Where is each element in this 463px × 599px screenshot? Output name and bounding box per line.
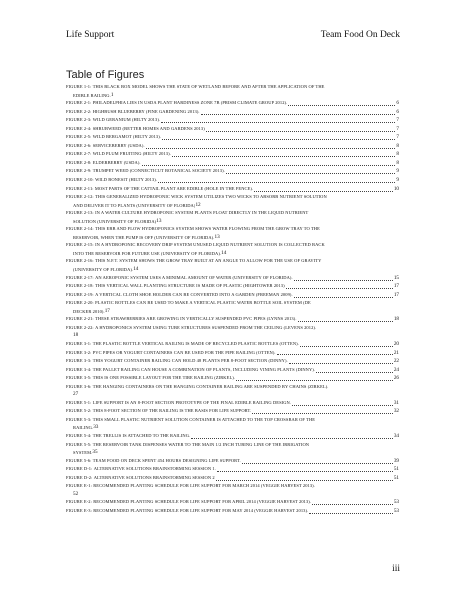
figure-label: FIGURE 2-14: <box>66 226 94 232</box>
figure-page-number: 7 <box>396 117 399 124</box>
dot-leader <box>201 114 396 115</box>
figure-entry[interactable] <box>66 349 399 358</box>
figure-entry[interactable] <box>66 432 399 441</box>
figure-caption-continuation: SOLUTION (UNIVERSITY OF FLORIDA) <box>73 218 157 224</box>
figure-page-number: 13 <box>156 217 162 224</box>
figure-entry-line <box>66 83 399 92</box>
figure-caption: ELDERBERRY (USDA). <box>92 159 141 165</box>
figure-page-number: 10 <box>393 185 399 192</box>
figure-caption: IN A WATER CULTURE HYDROPONIC SYSTEM PLANTS FLOAT DIRECTLY IN THE LIQUID NUTRIENT <box>95 210 309 216</box>
figure-page-number: 7 <box>396 125 399 132</box>
figure-page-number: 6 <box>396 100 399 107</box>
figure-caption: THESE STRAWBERRIES ARE GROWING IN VERTICALLY SUSPENDED PVC PIPES (LYNNS 2013). <box>95 316 297 322</box>
figure-entry[interactable] <box>66 159 399 168</box>
figure-caption: THE HANGING CONTAINERS ON THE HANGING CONTAINER RAILING ARE SUSPENDED BY CHAINS (ZIRKEL). <box>92 383 329 389</box>
dot-leader <box>298 321 393 322</box>
dot-leader <box>236 380 393 381</box>
figure-entry-text <box>66 125 205 134</box>
figure-entry[interactable] <box>66 407 399 416</box>
figure-caption-continuation: DECKER 2010). <box>73 308 105 314</box>
figure-entry-text <box>66 159 141 168</box>
figure-label: FIGURE 2-11: <box>66 185 94 191</box>
figure-entry[interactable] <box>66 457 399 466</box>
figure-entry-line <box>66 225 399 234</box>
figure-caption-continuation: SYSTEM. <box>73 450 93 456</box>
figure-caption-continuation: RAILING. <box>73 425 94 431</box>
figure-entry-continuation <box>66 308 399 316</box>
figure-label: FIGURE 2-1: <box>66 100 92 106</box>
figure-entry[interactable] <box>66 116 399 125</box>
figure-entry[interactable] <box>66 482 399 498</box>
figure-label: FIGURE D-2: <box>66 474 93 480</box>
figure-caption: AN AEROPONIC SYSTEM USES A MINIMAL AMOUNT OF WATER (UNIVERSITY OF FLORIDA). <box>95 274 293 280</box>
figure-caption: RECOMMENDED PLANTING SCHEDULE FOR LIFE SUPPORT FOR MAY 2014 (VEGGIE HARVEST 2013). <box>93 507 309 513</box>
figure-caption: HIGHBUSH BLUEBERRY (FINE GARDENING 2013). <box>92 108 200 114</box>
figure-page-number: 53 <box>393 507 399 514</box>
figure-page-number: 22 <box>393 358 399 365</box>
figure-caption: PVC PIPES OR YOGURT CONTAINERS CAN BE USED FOR THE PIPE RAILING (OTTEN). <box>92 349 276 355</box>
figure-caption: TRUMPET WEED (CONNECTICUT BOTANICAL SOCIETY 2013). <box>92 168 225 174</box>
figure-caption: THIS BLACK BOX MODEL SHOWS THE STATE OF WETLAND BEFORE AND AFTER THE APPLICATION OF THE <box>92 84 325 89</box>
figure-label: FIGURE 2-18: <box>66 283 94 289</box>
figure-caption: THE PALLET RAILING CAN HOUSE A COMBINATION OF PLANTS, INCLUDING VINING PLANTS (DINNY). <box>92 366 316 372</box>
figure-page-number: 18 <box>73 332 79 339</box>
figure-entry[interactable] <box>66 383 399 399</box>
figure-entry-line <box>66 482 399 491</box>
figure-entry[interactable] <box>66 498 399 507</box>
figure-entry[interactable] <box>66 108 399 117</box>
figure-entry[interactable] <box>66 176 399 185</box>
figure-label: FIGURE 2-21: <box>66 316 94 322</box>
figure-label: FIGURE 1-1: <box>66 84 92 89</box>
figure-page-number: 26 <box>393 375 399 382</box>
figure-caption: A HYDROPONICS SYSTEM USING TUBE STRUCTURES SUSPENDED FROM THE CEILING (LEVENS 2012). <box>95 324 317 330</box>
figure-entry-continuation <box>66 234 399 242</box>
figure-entry-line <box>66 193 399 202</box>
figure-label: FIGURE 2-17: <box>66 274 94 280</box>
figure-entry-text <box>66 374 235 383</box>
figure-page-number: 39 <box>393 457 399 464</box>
figure-entry-line <box>66 383 399 392</box>
figure-caption: IN A HYDROPONIC RECOVERY DRIP SYSTEM UNUSED LIQUID NUTRIENT SOLUTION IS COLLECTED BACK <box>95 242 325 248</box>
figure-label: FIGURE E-1: <box>66 483 92 489</box>
figure-label: FIGURE 5-2: <box>66 408 92 414</box>
dot-leader <box>316 372 393 373</box>
figure-entry[interactable] <box>66 357 399 366</box>
figure-entry[interactable] <box>66 416 399 432</box>
figure-label: FIGURE 3-4: <box>66 366 92 372</box>
figure-entry[interactable] <box>66 241 399 257</box>
figure-page-number: 7 <box>396 134 399 141</box>
figure-entry[interactable] <box>66 340 399 349</box>
figure-page-number: 14 <box>133 266 139 273</box>
figure-page-number: 35 <box>92 449 98 456</box>
figure-entry-line <box>66 324 399 333</box>
figure-caption: THIS YOGURT CONTAINER RAILING CAN HOLD 48 PLANTS PER 8-FOOT SECTION (DINNY). <box>92 358 288 364</box>
dot-leader <box>312 504 393 505</box>
figure-entry[interactable] <box>66 142 399 151</box>
figure-entry-text <box>66 133 161 142</box>
figure-label: FIGURE 2-9: <box>66 168 92 174</box>
figure-page-number: 13 <box>214 233 220 240</box>
figure-entry-line <box>66 257 399 266</box>
figure-page-number: 27 <box>73 391 79 398</box>
dot-leader <box>288 105 395 106</box>
figure-label: FIGURE 5-3: <box>66 416 92 422</box>
figure-caption: THIS GENERALIZED HYDROPONIC WICK SYSTEM UTILIZES TWO WICKS TO ABSORB NUTRIENT SOLUTION <box>95 194 327 200</box>
figure-label: FIGURE 5-4: <box>66 432 92 438</box>
figure-entry-text <box>66 274 293 283</box>
dot-leader <box>172 156 396 157</box>
figure-page-number: 9 <box>396 168 399 175</box>
figure-caption: ALTERNATIVE SOLUTIONS BRAINSTORMING SESSION 1. <box>93 466 216 472</box>
figure-label: FIGURE 2-4: <box>66 125 92 131</box>
figure-label: FIGURE 2-13: <box>66 210 94 216</box>
dot-leader <box>146 148 396 149</box>
figure-label: FIGURE 2-12: <box>66 194 94 200</box>
figure-entry-line <box>66 209 399 218</box>
figure-page-number: 52 <box>73 490 79 497</box>
figure-entry[interactable] <box>66 324 399 340</box>
figure-entry-text <box>66 176 157 185</box>
figure-entry-text <box>66 457 241 466</box>
figure-page-number: 31 <box>393 399 399 406</box>
figure-caption: THE RESERVOIR TANK DISPENSES WATER TO THE MAIN 1/2 INCH TUBING LINE OF THE IRRIGATION <box>92 441 310 447</box>
figure-label: FIGURE 5-6: <box>66 457 92 463</box>
dot-leader <box>191 438 393 439</box>
figure-entry[interactable] <box>66 167 399 176</box>
figure-entry-continuation <box>66 92 399 100</box>
figure-caption: PLASTIC BOTTLES CAN BE USED TO MAKE A VERTICAL PLASTIC WATER BOTTLE SOIL SYSTEM (DE <box>95 300 311 306</box>
figure-caption: THIS N.F.T. SYSTEM SHOWS THE GROW TRAY BUILT AT AN ANGLE TO ALLOW FOR THE USE OF GRAVITY <box>95 258 322 264</box>
figure-entry-text <box>66 99 287 108</box>
figure-label: FIGURE E-3: <box>66 507 92 513</box>
figure-caption-continuation: EDIBLE RAILING. <box>73 92 111 98</box>
figure-caption: SHRUBWEED (BETTER HOMES AND GARDENS 2013) <box>92 125 205 131</box>
figure-entry[interactable] <box>66 399 399 408</box>
dot-leader <box>161 122 395 123</box>
dot-leader <box>206 131 396 132</box>
figure-entry-text <box>66 498 311 507</box>
figure-label: FIGURE 2-8: <box>66 159 92 165</box>
figure-entry[interactable] <box>66 291 399 300</box>
figure-caption: SERVICEBERRY (USDA). <box>92 142 145 148</box>
figure-entry[interactable] <box>66 374 399 383</box>
figure-page-number: 17 <box>393 283 399 290</box>
figure-entry-text <box>66 142 145 151</box>
figure-entry-text <box>66 150 171 159</box>
figure-page-number: 8 <box>396 142 399 149</box>
figure-entry[interactable] <box>66 366 399 375</box>
figure-entry[interactable] <box>66 274 399 283</box>
figure-entry-text <box>66 108 200 117</box>
figure-page-number: 24 <box>393 366 399 373</box>
figure-entry-line <box>66 441 399 450</box>
dot-leader <box>277 354 393 355</box>
figure-label: FIGURE 2-7: <box>66 151 92 157</box>
figure-entry[interactable] <box>66 99 399 108</box>
figure-entry[interactable] <box>66 133 399 142</box>
figure-entry-continuation <box>66 266 399 274</box>
figure-caption-continuation: INTO THE RESERVOIR FOR FUTURE USE (UNIVERSITY OF FLORIDA). <box>73 250 222 256</box>
figure-entry-continuation <box>66 218 399 226</box>
figure-entry[interactable] <box>66 465 399 474</box>
figure-caption-continuation: (UNIVERSITY OF FLORIDA). <box>73 267 134 273</box>
figure-page-number: 20 <box>393 340 399 347</box>
figure-entry[interactable] <box>66 507 399 516</box>
figure-page-number: 1 <box>110 91 114 98</box>
figure-label: FIGURE 3-3: <box>66 358 92 364</box>
table-of-figures-list <box>66 83 399 515</box>
figure-page-number: 51 <box>393 466 399 473</box>
figure-page-number: 14 <box>221 249 227 256</box>
figure-caption: A VERTICAL CLOTH SHOE HOLDER CAN BE CONVERTED INTO A GARDEN (FREEMAN 2009). <box>95 291 293 297</box>
figure-entry-text <box>66 399 291 408</box>
figure-entry[interactable] <box>66 299 399 315</box>
figure-label: FIGURE 2-2: <box>66 108 92 114</box>
figure-entry-line <box>66 241 399 250</box>
figure-label: FIGURE 2-3: <box>66 117 92 123</box>
figure-caption: WILD PLUM FRUITING (HILTY 2013). <box>92 151 171 157</box>
running-header-left: Life Support <box>66 30 115 40</box>
figure-caption: ALTERNATIVE SOLUTIONS BRAINSTORMING SESSION 2 <box>93 474 215 480</box>
figure-caption-continuation: AND DELIVER IT TO PLANTS (UNIVERSITY OF FLORIDA) <box>73 202 196 208</box>
figure-page-number: 17 <box>393 291 399 298</box>
dot-leader <box>254 191 393 192</box>
figure-entry[interactable] <box>66 193 399 209</box>
figure-caption: WILD BONESIT (HILTY 2013). <box>95 177 158 183</box>
figure-page-number: 12 <box>195 201 201 208</box>
figure-page-number: 34 <box>393 432 399 439</box>
figure-entry-continuation <box>66 332 399 340</box>
figure-page-number: 53 <box>393 499 399 506</box>
figure-label: FIGURE 2-19: <box>66 291 94 297</box>
figure-entry-text <box>66 167 225 176</box>
figure-caption: THIS EBB AND FLOW HYDROPONICS SYSTEM SHOWS WATER FLOWING FROM THE GROW TRAY TO THE <box>95 226 320 232</box>
figure-entry-continuation <box>66 424 399 432</box>
figure-entry[interactable] <box>66 474 399 483</box>
dot-leader <box>292 405 393 406</box>
figure-page-number: 33 <box>93 424 99 431</box>
dot-leader <box>300 346 393 347</box>
dot-leader <box>252 413 393 414</box>
figure-label: FIGURE 2-15: <box>66 242 94 248</box>
figure-entry-text <box>66 407 251 416</box>
dot-leader <box>286 288 393 289</box>
figure-caption-continuation: RESERVOIR, WHEN THE PUMP IS OFF (UNIVERSITY OF FLORIDA). <box>73 234 215 240</box>
figure-label: FIGURE 2-20: <box>66 300 94 306</box>
dot-leader <box>294 297 393 298</box>
figure-entry-text <box>66 474 215 483</box>
figure-entry-text <box>66 465 216 474</box>
dot-leader <box>142 165 396 166</box>
figure-entry[interactable] <box>66 441 399 457</box>
figure-entry-text <box>66 349 276 358</box>
figure-caption: THE PLASTIC BOTTLE VERTICAL RAILING IS MADE OF RECYCLED PLASTIC BOTTLES (OTTEN). <box>92 340 299 346</box>
figure-caption: THIS SMALL PLASTIC NUTRIENT SOLUTION CONTAINER IS ATTACHED TO THE TOP CROSSBAR OF THE <box>92 416 316 422</box>
figure-caption: WILD BERGAMOT (HILTY 2013). <box>92 134 162 140</box>
figure-page-number: 8 <box>396 151 399 158</box>
figure-label: FIGURE 2-6: <box>66 142 92 148</box>
figure-label: FIGURE 3-2: <box>66 349 92 355</box>
figure-page-number: 17 <box>104 307 110 314</box>
figure-entry-text <box>66 366 315 375</box>
figure-entry-text <box>66 315 297 324</box>
figure-caption: PHILADELPHIA LIES IN USDA PLANT HARDINESS ZONE 7B (PRISM CLIMATE GROUP 2012). <box>92 100 288 106</box>
figure-page-number: 18 <box>393 316 399 323</box>
figure-page-number: 21 <box>393 349 399 356</box>
figure-entry[interactable] <box>66 125 399 134</box>
dot-leader <box>289 363 393 364</box>
figure-entry[interactable] <box>66 150 399 159</box>
figure-entry-line <box>66 299 399 308</box>
dot-leader <box>162 139 395 140</box>
figure-page-number: 32 <box>393 408 399 415</box>
figure-entry-text <box>66 432 190 441</box>
figure-caption: THE TRELLIS IS ATTACHED TO THE RAILING. <box>92 432 191 438</box>
figure-entry-text <box>66 116 160 125</box>
figure-entry-line <box>66 416 399 425</box>
page-number: iii <box>392 564 400 574</box>
figure-page-number: 6 <box>396 108 399 115</box>
figure-page-number: 51 <box>393 474 399 481</box>
table-of-figures-heading: Table of Figures <box>66 69 145 81</box>
figure-entry[interactable] <box>66 209 399 225</box>
figure-entry[interactable] <box>66 185 399 194</box>
figure-entry-continuation <box>66 491 399 499</box>
figure-caption: TEAM FOOD ON DECK SPENT 454 HOURS DESIGNING LIFE SUPPORT. <box>92 457 241 463</box>
figure-entry-continuation <box>66 250 399 258</box>
figure-entry[interactable] <box>66 315 399 324</box>
figure-label: FIGURE D-1: <box>66 466 93 472</box>
figure-entry-text <box>66 291 293 300</box>
dot-leader <box>216 480 393 481</box>
figure-label: FIGURE 5-5: <box>66 441 92 447</box>
figure-caption: LIFE SUPPORT IS AN 8-FOOT SECTION PROTOTYPE OF THE FINAL EDIBLE RAILING DESIGN. <box>92 399 292 405</box>
figure-label: FIGURE 2-16: <box>66 258 94 264</box>
figure-page-number: 8 <box>396 159 399 166</box>
figure-label: FIGURE 2-10: <box>66 177 94 183</box>
figure-entry-text <box>66 340 299 349</box>
dot-leader <box>158 182 395 183</box>
figure-label: FIGURE 2-5: <box>66 134 92 140</box>
figure-entry[interactable] <box>66 83 399 99</box>
figure-label: FIGURE 3-5: <box>66 375 92 381</box>
figure-label: FIGURE 3-6: <box>66 383 92 389</box>
figure-label: FIGURE E-2: <box>66 499 92 505</box>
figure-entry-continuation <box>66 391 399 399</box>
figure-page-number: 15 <box>393 274 399 281</box>
running-header-right: Team Food On Deck <box>320 30 400 40</box>
figure-entry-text <box>66 507 308 516</box>
figure-caption: RECOMMENDED PLANTING SCHEDULE FOR LIFE SUPPORT FOR APRIL 2014 (VEGGIE HARVEST 2013). <box>93 499 312 505</box>
figure-caption: THIS VERTICAL WALL PLANTING STRUCTURE IS MADE OF PLASTIC (HIGHTOWER 2013) <box>95 283 285 289</box>
figure-caption: WILD GERANIUM (HILTY 2013). <box>92 117 161 123</box>
figure-label: FIGURE 3-1: <box>66 340 92 346</box>
dot-leader <box>226 173 396 174</box>
dot-leader <box>294 280 393 281</box>
figure-entry[interactable] <box>66 282 399 291</box>
figure-label: FIGURE 5-1: <box>66 399 92 405</box>
figure-caption: THIS 8-FOOT SECTION OF THE RAILING IS THE BASIS FOR LIFE SUPPORT. <box>92 408 252 414</box>
figure-entry-text <box>66 282 285 291</box>
figure-entry-continuation <box>66 202 399 210</box>
figure-caption: MOST PARTS OF THE CATTAIL PLANT ARE EDIBLE (HOLE IN THE FENCE). <box>94 185 254 191</box>
dot-leader <box>217 471 393 472</box>
figure-caption: THIS IS ONE POSSIBLE LAYOUT FOR THE TIRE RAILING (ZIRKEL). <box>92 375 236 381</box>
figure-page-number: 9 <box>396 177 399 184</box>
figure-label: FIGURE 2-22: <box>66 324 94 330</box>
figure-entry-continuation <box>66 449 399 457</box>
dot-leader <box>309 513 393 514</box>
figure-entry[interactable] <box>66 257 399 273</box>
figure-entry-text <box>66 185 253 194</box>
figure-caption: RECOMMENDED PLANTING SCHEDULE FOR LIFE SUPPORT FOR MARCH 2014 (VEGGIE HARVEST 2013). <box>93 483 315 489</box>
figure-entry[interactable] <box>66 225 399 241</box>
dot-leader <box>242 463 393 464</box>
figure-entry-text <box>66 357 288 366</box>
